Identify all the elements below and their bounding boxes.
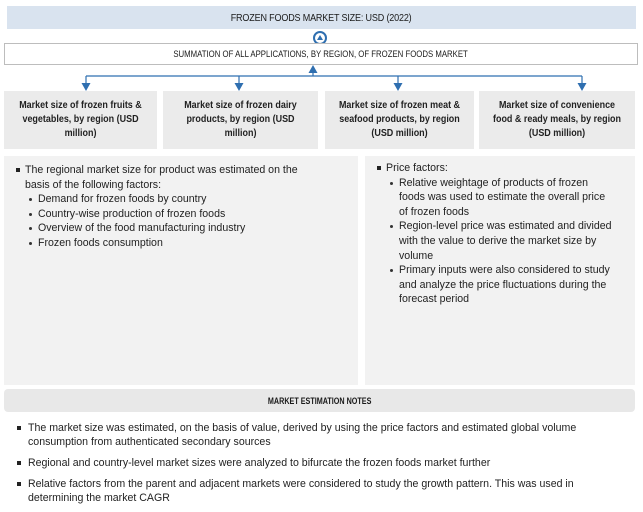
down-arrow-4 (578, 76, 587, 91)
segment-box-meat-seafood (325, 91, 474, 149)
note-item (14, 477, 614, 505)
price-factor-item (386, 263, 615, 307)
right-price-factors-panel (365, 156, 635, 385)
segment-box-convenience-food (479, 91, 635, 149)
right-panel-intro (365, 161, 635, 307)
segment-box-dairy (163, 91, 318, 149)
price-factor-item (386, 176, 615, 220)
price-factor-text: Relative weightage of products of frozen foods was used to estimate the overall price of frozen foods (399, 176, 606, 218)
note-item (14, 456, 614, 470)
notes-list (14, 421, 614, 512)
down-arrow-icon (82, 83, 91, 91)
segment-label: Market size of frozen meat & seafood products, by region (USD million) (338, 100, 461, 139)
diagram-title-text: FROZEN FOODS MARKET SIZE: USD (2022) (231, 11, 412, 24)
note-text: The market size was estimated, on the basis of value, derived by using the price factors and estimated global volume consumption from authenticated secondary sources (28, 422, 577, 448)
segment-label: Market size of convenience food & ready meals, by region (USD million) (492, 100, 622, 139)
note-item (14, 421, 614, 449)
factor-item (25, 207, 298, 222)
down-arrow-2 (235, 76, 244, 91)
down-arrow-icon (578, 83, 587, 91)
factor-item (25, 221, 298, 236)
left-factors-panel (4, 156, 358, 385)
right-panel-intro-text: Price factors: (386, 162, 448, 174)
factor-text: Overview of the food manufacturing industry (38, 222, 246, 235)
summation-label: SUMMATION OF ALL APPLICATIONS, BY REGION, OF FROZEN FOODS MARKET (173, 48, 469, 60)
price-factor-text: Region-level price was estimated and divided with the value to derive the market size by volume (399, 220, 612, 262)
notes-title: MARKET ESTIMATION NOTES (267, 395, 372, 406)
note-text: Regional and country-level market sizes were analyzed to bifurcate the frozen foods market further (28, 457, 491, 469)
left-panel-intro (4, 163, 358, 251)
segment-label: Market size of frozen dairy products, by region (USD million) (184, 100, 297, 139)
price-factor-item (386, 219, 615, 263)
factor-text: Frozen foods consumption (38, 236, 163, 249)
down-arrow-icon (235, 83, 244, 91)
summation-box (4, 43, 638, 65)
price-factor-text: Primary inputs were also considered to study and analyze the price fluctuations during the forecast period (399, 264, 610, 306)
factor-item (25, 192, 298, 207)
factor-text: Demand for frozen foods by country (38, 193, 207, 206)
segment-label: Market size of frozen fruits & vegetables, by region (USD million) (19, 100, 142, 139)
diagram-title (7, 6, 636, 29)
left-panel-intro-text: The regional market size for product was estimated on the basis of the following factors: (25, 164, 298, 191)
factor-text: Country-wise production of frozen foods (38, 207, 226, 220)
down-arrow-icon (394, 83, 403, 91)
factor-item (25, 236, 298, 251)
segment-box-fruits-vegetables (4, 91, 157, 149)
notes-header (4, 389, 635, 412)
note-text: Relative factors from the parent and adjacent markets were considered to study the growth pattern. This was used in determining the market CAGR (28, 478, 574, 504)
down-arrow-1 (82, 76, 91, 91)
down-arrow-3 (394, 76, 403, 91)
up-arrow-icon (309, 65, 318, 73)
